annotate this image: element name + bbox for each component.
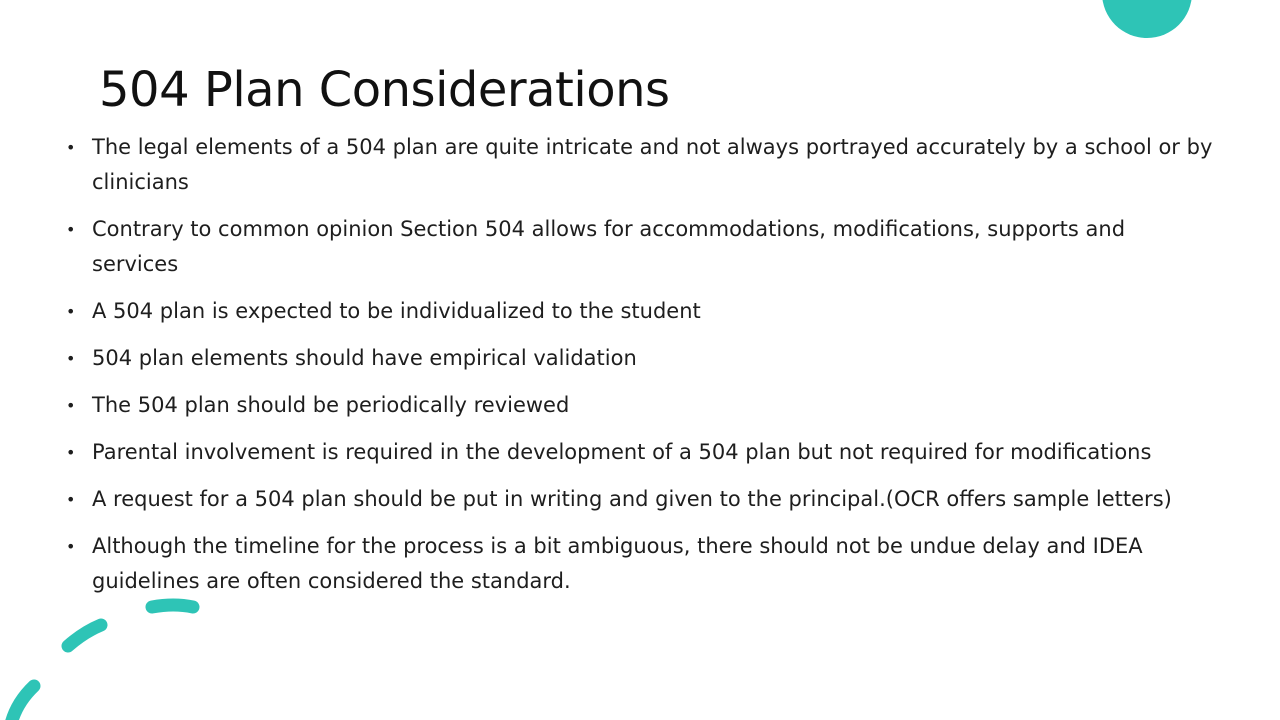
list-item: [66, 482, 1216, 517]
bullet-text: A 504 plan is expected to be individualized to the student: [92, 299, 701, 323]
list-item: [66, 294, 1216, 329]
bullet-text: Contrary to common opinion Section 504 allows for accommodations, modifications, supports and services: [92, 217, 1126, 276]
bullet-glyph: •: [66, 490, 76, 509]
bullet-glyph: •: [66, 349, 76, 368]
bullet-list: [66, 130, 1216, 611]
list-item: [66, 341, 1216, 376]
bullet-glyph: •: [66, 138, 76, 157]
bullet-text: Parental involvement is required in the development of a 504 plan but not required for modifications: [92, 440, 1152, 464]
bullet-glyph: •: [66, 220, 76, 239]
bullet-text: The 504 plan should be periodically reviewed: [92, 393, 570, 417]
bullet-text: 504 plan elements should have empirical validation: [92, 346, 637, 370]
bullet-glyph: •: [66, 537, 76, 556]
bullet-text: The legal elements of a 504 plan are quite intricate and not always portrayed accurately by a school or by clinicians: [92, 135, 1213, 194]
bullet-glyph: •: [66, 302, 76, 321]
list-item: [66, 130, 1216, 200]
bullet-glyph: •: [66, 396, 76, 415]
bullet-text: Although the timeline for the process is a bit ambiguous, there should not be undue delay and IDEA guidelines are often considered the standard.: [92, 534, 1143, 593]
bullet-glyph: •: [66, 443, 76, 462]
list-item: [66, 529, 1216, 599]
decorative-circle: [1102, 0, 1192, 38]
list-item: [66, 435, 1216, 470]
list-item: [66, 388, 1216, 423]
list-item: [66, 212, 1216, 282]
bullet-text: A request for a 504 plan should be put in writing and given to the principal.(OCR offers sample letters): [92, 487, 1172, 511]
slide-title: 504 Plan Considerations: [99, 62, 670, 118]
